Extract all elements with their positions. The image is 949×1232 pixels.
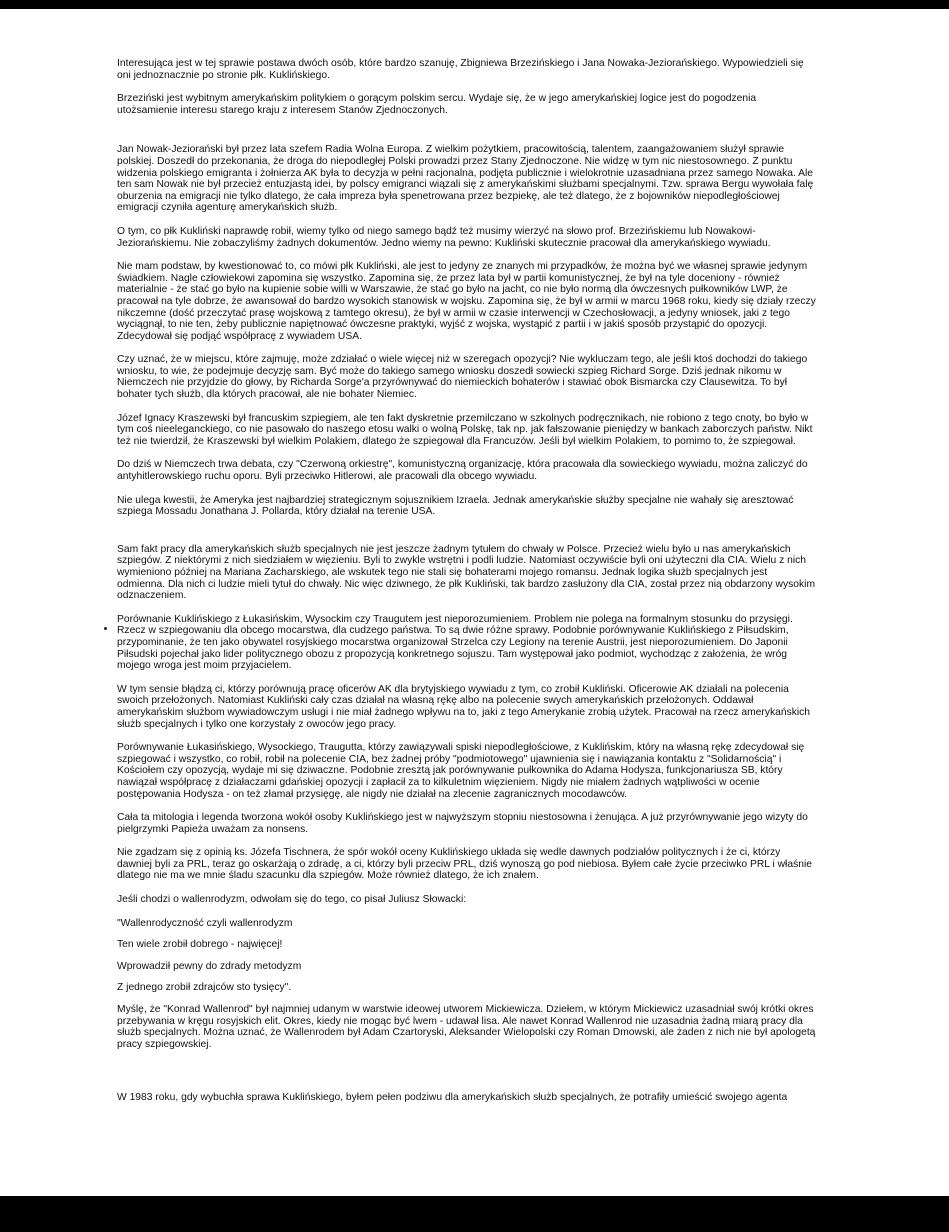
paragraph: Nie mam podstaw, by kwestionować to, co mówi płk Kukliński, ale jest to jedyny ze znanych mi przypadków, że można być we własnej sprawie jedynym świadkiem. Nagle człowiekowi zapomina się wszystko. Zapomina się, że przez lata był w partii komunistycznej, że był na tyle doceniony - również materialnie - że stać go było na kupienie sobie willi w Warszawie, że stać go było na jacht, co nie było normą dla ówczesnych pułkowników LWP, że pracował na tyle dobrze, że awansował do bardzo wysokich stanowisk w wojsku. Zapomina się, że był w armii w marcu 1968 roku, kiedy się działy rzeczy nikczemne (dość przeczytać prasę wojskową z tamtego okresu), że był w armii w czasie interwencji w Czechosłowacji, a jedyny wniosek, jaki z tego wyciągnął, to nie ten, żeby publicznie napiętnować ówczesne praktyki, wyjść z wojska, wystąpić z partii i w jakiś sposób przystąpić do opozycji. Zdecydował się podjąć współpracę z wywiadem USA. — [117, 261, 816, 342]
paragraph: Brzeziński jest wybitnym amerykańskim politykiem o gorącym polskim sercu. Wydaje się, że w jego amerykańskiej logice jest do pogodzenia utożsamienie interesu starego kraju z interesem Stanów Zjednoczonych. — [117, 93, 757, 116]
paragraph: Do dziś w Niemczech trwa debata, czy "Czerwoną orkiestrę", komunistyczną organizację, która pracowała dla sowieckiego wywiadu, można zaliczyć do antyhitlerowskiego ruchu oporu. Byli przeciwko Hitlerowi, ale pracowali dla obcego wywiadu. — [117, 459, 808, 483]
paragraph: Porównywanie Łukasińskiego, Wysockiego, Traugutta, którzy zawiązywali spiski niepodległościowe, z Kuklińskim, który na własną rękę zdecydował się szpiegować i wszystko, co robił, robił na polecenie CIA, bez żadnej próby "podmiotowego" ujawnienia się i nawiązania kontaktu z "Solidarnością" i Kościołem czy opozycją, wydaje mi się dziwaczne. Podobnie zresztą jak porównywanie pułkownika do Adama Hodysza, funkcjonariusza SB, który nawiązał współpracę z działaczami gdańskiej opozycji i zapłacił za to kilkuletnim więzieniem. Nigdy nie miałem żadnych wątpliwości w ocenie postępowania Hodysza - on też złamał przysięgę, ale nigdy nie działał na zlecenie zagranicznych mocodawców. — [117, 742, 805, 800]
paragraph: W 1983 roku, gdy wybuchła sprawa Kuklińskiego, byłem pełen podziwu dla amerykańskich służb specjalnych, że potrafiły umieścić swojego agenta — [117, 1092, 788, 1104]
scan-speck — [104, 627, 107, 630]
paragraph: Sam fakt pracy dla amerykańskich służb specjalnych nie jest jeszcze żadnym tytułem do chwały w Polsce. Przecież wielu było u nas amerykańskich szpiegów. Z niektórymi z nich siedziałem w więzieniu. Byli to zwykle wstrętni i podli ludzie. Natomiast oczywiście byli oni użyteczni dla CIA. Wielu z nich wymieniono później na Mariana Zacharskiego, ale wskutek tego nie stali się bohaterami mojego romansu. Jednak logika służb specjalnych jest odmienna. Dla nich ci ludzie mieli tytuł do chwały. Nic więc dziwnego, że płk Kukliński, tak bardzo zasłużony dla CIA, został przez nią obdarzony wysokim odznaczeniem. — [117, 543, 816, 602]
scan-bottom-border — [0, 1196, 949, 1232]
paragraph: O tym, co płk Kukliński naprawdę robił, wiemy tylko od niego samego bądź też musimy wierzyć na słowo prof. Brzezińskiemu lub Nowakowi-Jeziorańskiemu. Nie zobaczyliśmy żadnych dokumentów. Jedno wiemy na pewno: Kukliński skutecznie pracował dla amerykańskiego wywiadu. — [117, 225, 771, 249]
verse-line: Z jednego zrobił zdrajców sto tysięcy". — [117, 982, 292, 994]
verse-line: "Wallenrodyczność czyli wallenrodyzm — [117, 917, 293, 929]
scan-top-border — [0, 0, 949, 9]
document-page — [117, 58, 817, 1116]
verse-line: Ten wiele zrobił dobrego - najwięcej! — [117, 939, 283, 951]
paragraph: Józef Ignacy Kraszewski był francuskim szpiegiem, ale ten fakt dyskretnie przemilczano w szkolnych podręcznikach, nie robiono z tego cnoty, bo było w tym coś nieeleganckiego, co nie pasowało do naszego etosu walki o wolną Polskę, tak np. jak fałszowanie pieniędzy w bankach zaborczych państw. Nikt też nie twierdził, że Kraszewski był wielkim Polakiem, dlatego że szpiegował dla Francuzów. Jeśli był wielkim Polakiem, to pomimo to, że szpiegował. — [117, 412, 813, 447]
paragraph: Jeśli chodzi o wallenrodyzm, odwołam się do tego, co pisał Juliusz Słowacki: — [117, 894, 467, 906]
paragraph: Jan Nowak-Jeziorański był przez lata szefem Radia Wolna Europa. Z wielkim pożytkiem, pracowitością, talentem, zaangażowaniem służył sprawie polskiej. Doszedł do przekonania, że droga do niepodległej Polski prowadzi przez Stany Zjednoczone. Nie widzę w tym nic niestosownego. Z punktu widzenia polskiego emigranta i żołnierza AK była to decyzja w pełni racjonalna, podjęta publicznie i wielokrotnie uzasadniana przez samego Nowaka. Ale ten sam Nowak nie był przecież entuzjastą idei, by polscy emigranci wiązali się z amerykańskimi służbami specjalnymi. Tzw. sprawa Bergu wywołała falę oburzenia na emigracji nie tylko dlatego, że cała impreza była spenetrowana przez bezpiekę, ale też dlatego, że z bojowników niepodległościowej emigracji czyniła agenturę amerykańskich służb. — [117, 144, 814, 214]
paragraph: Porównanie Kuklińskiego z Łukasińskim, Wysockim czy Traugutem jest nieporozumieniem. Problem nie polega na formalnym stosunku do przysięgi. Rzecz w szpiegowaniu dla obcego mocarstwa, dla cudzego państwa. To są dwie różne sprawy. Podobnie porównywanie Kuklińskiego z Piłsudskim, przypominanie, że ten jako obywatel rosyjskiego mocarstwa organizował Strzelca czy Legiony na terenie Austrii, jest nieporozumieniem. Do Japonii Piłsudski pojechał jako lider politycznego obozu z propozycją konkretnego sojuszu. Tam występował jako podmiot, wychodząc z założenia, że wróg mojego wroga jest moim przyjacielem. — [117, 613, 793, 672]
paragraph: Nie ulega kwestii, że Ameryka jest najbardziej strategicznym sojusznikiem Izraela. Jednak amerykańskie służby specjalne nie wahały się aresztować szpiega Mossadu Jonathana J. Pollarda, który działał na terenie USA. — [117, 494, 794, 518]
paragraph: Czy uznać, że w miejscu, które zajmuję, może zdziałać o wiele więcej niż w szeregach opozycji? Nie wykluczam tego, ale jeśli ktoś dochodzi do takiego wniosku, to wie, że podejmuje decyzję sam. Być może do takiego samego wniosku doszedł sowiecki szpieg Richard Sorge. Dziś jednak nikomu w Niemczech nie przyjdzie do głowy, by Richarda Sorge'a przyrównywać do niemieckich bohaterów i stawiać obok Bismarcka czy Clausewitza. To był bohater tych służb, dla których pracował, ale nie bohater Niemiec. — [117, 354, 808, 401]
paragraph: Nie zgadzam się z opinią ks. Józefa Tischnera, że spór wokół oceny Kuklińskiego układa się wedle dawnych podziałów politycznych i że ci, którzy dawniej byli za PRL, teraz go oskarżają o zdradę, a ci, którzy byli przeciw PRL, dziś wynoszą go pod niebiosa. Byłem całe życie przeciwko PRL i właśnie dlatego nie ma we mnie śladu szacunku dla szpiegów. Może również dlatego, że ich znałem. — [117, 847, 812, 882]
verse-line: Wprowadził pewny do zdrady metodyzm — [117, 960, 302, 972]
paragraph: Interesująca jest w tej sprawie postawa dwóch osób, które bardzo szanuję, Zbigniewa Brzezińskiego i Jana Nowaka-Jeziorańskiego. Wypowiedzieli się oni jednoznacznie po stronie płk. Kuklińskiego. — [117, 58, 804, 81]
paragraph: Myślę, że "Konrad Wallenrod" był najmniej udanym w warstwie ideowej utworem Mickiewicza. Dziełem, w którym Mickiewicz uzasadniał swój krótki okres przebywania w kręgu rosyjskich elit. Okres, kiedy nie mogąc być lwem - udawał lisa. Ale nawet Konrad Wallenrod nie uzasadnia żadną miarą pracy dla służb specjalnych. Można uznać, że Wallenrodem był Adam Czartoryski, Aleksander Wielopolski czy Roman Dmowski, ale żaden z nich nie był apologetą pracy szpiegowskiej. — [117, 1004, 816, 1050]
paragraph: W tym sensie błądzą ci, którzy porównują pracę oficerów AK dla brytyjskiego wywiadu z tym, co zrobił Kukliński. Oficerowie AK działali na polecenia swoich przełożonych. Natomiast Kukliński cały czas działał na własną rękę albo na polecenie swych amerykańskich przełożonych. Oddawał amerykańskim służbom wywiadowczym usługi i nie miał żadnego wpływu na to, jaki z tego Amerykanie zrobią użytek. Pracował na rzecz amerykańskich służb specjalnych i tylko one korzystały z owoców jego pracy. — [117, 683, 811, 730]
paragraph: Cała ta mitologia i legenda tworzona wokół osoby Kuklińskiego jest w najwyższym stopniu niestosowna i żenująca. A już przyrównywanie jego wizyty do pielgrzymki Papieża uważam za nonsens. — [117, 812, 808, 835]
